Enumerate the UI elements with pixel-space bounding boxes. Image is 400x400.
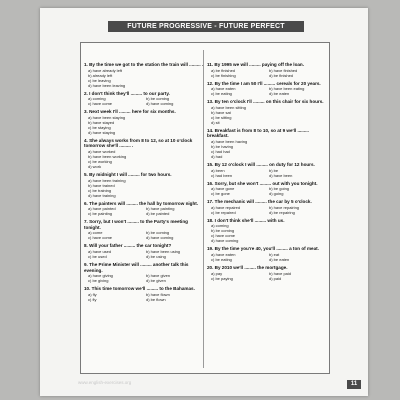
question-stem: 13. By ten o'clock I'll ......... on this chair for six hours. — [207, 99, 324, 105]
answer-options — [207, 186, 327, 196]
answer-option[interactable]: c) be gone — [211, 191, 230, 197]
answer-options — [207, 252, 327, 262]
answer-option[interactable]: b) eat — [269, 251, 280, 257]
answer-option[interactable]: d) be eaten — [269, 256, 290, 262]
question-stem: 10. This time tomorrow we'll ......... to the Bahamas. — [84, 286, 195, 292]
answer-option[interactable]: d) be given — [146, 278, 166, 284]
answer-option[interactable]: b) have painting — [146, 206, 175, 212]
answer-option[interactable]: b) be coming — [146, 96, 170, 102]
answer-option[interactable]: b) have finished — [269, 67, 298, 73]
question-item — [84, 62, 204, 88]
answer-option[interactable]: a) have giving — [88, 273, 113, 279]
question-item — [207, 81, 327, 97]
answer-options — [84, 68, 204, 88]
answer-option[interactable]: b) be coming — [211, 228, 235, 234]
question-stem: 19. By the time you're 40, you'll ......... a ton of meat. — [207, 246, 319, 252]
answer-option[interactable]: c) be eating — [211, 256, 232, 262]
question-stem: 7. Sorry, but I won't ......... to the Party's meeting tonight. — [84, 219, 188, 230]
answer-options — [207, 86, 327, 96]
answer-option[interactable]: c) be leaving — [88, 77, 111, 83]
answer-option[interactable]: a) come — [88, 230, 103, 236]
answer-option[interactable]: c) be paying — [211, 275, 233, 281]
answer-options — [207, 105, 327, 125]
question-item — [84, 286, 204, 302]
question-item — [207, 265, 327, 281]
answer-option[interactable]: a) have eaten — [211, 86, 236, 92]
answer-option[interactable]: b) be coming — [146, 230, 170, 236]
answer-option[interactable]: c) be giving — [88, 278, 109, 284]
answer-option[interactable]: a) have used — [88, 248, 112, 254]
answer-option[interactable]: a) pay — [211, 270, 223, 276]
answer-option[interactable]: d) work — [88, 163, 102, 169]
answer-options — [207, 223, 327, 243]
answer-option[interactable]: d) have been — [269, 172, 293, 178]
answer-options — [207, 68, 327, 78]
answer-option[interactable]: d) sit — [211, 119, 220, 125]
answer-option[interactable]: b) have given — [146, 273, 171, 279]
question-item — [207, 99, 327, 125]
question-stem: 14. Breakfast is from 8 to 10, so at 9 we'll ......... breakfast. — [207, 127, 309, 139]
answer-options — [84, 96, 204, 106]
question-item — [84, 201, 204, 217]
answer-option[interactable]: c) have come — [88, 101, 113, 107]
answer-option[interactable]: b) have been using — [146, 248, 181, 254]
answer-options — [84, 115, 204, 135]
question-stem: 3. Next week I'll ......... here for six months. — [84, 109, 176, 115]
answer-option[interactable]: b) be — [269, 167, 279, 173]
answer-option[interactable]: d) have been leaving — [88, 82, 126, 88]
answer-option[interactable]: d) going — [269, 191, 284, 197]
answer-option[interactable]: d) have staying — [88, 129, 116, 135]
answer-option[interactable]: b) have trained — [88, 182, 115, 188]
answer-option[interactable]: d) have coming — [146, 235, 174, 241]
answer-option[interactable]: c) be painting — [88, 211, 113, 217]
question-item — [207, 62, 327, 78]
question-item — [84, 172, 204, 198]
answer-option[interactable]: b) have stayed — [88, 119, 115, 125]
question-stem: 2. I don't think they'll ......... to our party. — [84, 90, 170, 96]
answer-option[interactable]: b) have sat — [211, 109, 231, 115]
answer-option[interactable]: d) be eaten — [269, 91, 290, 97]
question-item — [84, 109, 204, 135]
answer-options — [84, 292, 204, 302]
answer-option[interactable]: c) be used — [88, 253, 107, 259]
answer-option[interactable]: c) be repaired — [211, 209, 236, 215]
answer-options — [207, 271, 327, 281]
answer-option[interactable]: b) be going — [269, 186, 290, 192]
answer-option[interactable]: d) be repairing — [269, 209, 295, 215]
question-stem: 4. She always works from 8 to 12, so at 10 o'clock tomorrow she'll ......... . — [84, 137, 193, 149]
answer-option[interactable]: c) have come — [88, 235, 113, 241]
answer-option[interactable]: c) be working — [88, 158, 112, 164]
answer-option[interactable]: a) have gone — [211, 186, 235, 192]
question-stem: 6. The painters will ......... the hall by tomorrow night. — [84, 200, 199, 206]
answer-option[interactable]: b) have paid — [269, 270, 292, 276]
question-item — [207, 128, 327, 159]
answer-option[interactable]: c) had had — [211, 148, 230, 154]
answer-option[interactable]: a) have worked — [88, 148, 116, 154]
answer-option[interactable]: a) coming — [88, 96, 106, 102]
answer-option[interactable]: c) be staying — [88, 124, 111, 130]
question-item — [207, 246, 327, 262]
answer-option[interactable]: c) be training — [88, 187, 112, 193]
question-item — [84, 138, 204, 169]
page-number: 11 — [347, 380, 361, 389]
answer-option[interactable]: c) had been — [211, 172, 233, 178]
answer-option[interactable]: b) have flown — [146, 291, 170, 297]
section-header: FUTURE PROGRESSIVE - FUTURE PERFECT — [108, 21, 304, 32]
answer-option[interactable]: a) been — [211, 167, 225, 173]
answer-option[interactable]: d) be flown — [146, 296, 166, 302]
answer-options — [84, 206, 204, 216]
answer-option[interactable]: d) had — [211, 153, 223, 159]
question-stem: 17. The mechanic will ......... the car by 5 o'clock. — [207, 199, 312, 205]
question-item — [207, 181, 327, 197]
answer-option[interactable]: c) fly — [88, 296, 97, 302]
answer-option[interactable]: b) be having — [211, 143, 234, 149]
answer-option[interactable]: a) have been staying — [88, 114, 126, 120]
answer-option[interactable]: d) have coming — [211, 238, 239, 244]
answer-option[interactable]: a) have already left — [88, 67, 123, 73]
answer-option[interactable]: a) have been sitting — [211, 104, 246, 110]
answer-option[interactable]: d) have training — [88, 192, 116, 198]
answer-option[interactable]: c) be sitting — [211, 114, 232, 120]
answer-options — [207, 205, 327, 215]
answer-option[interactable]: a) coming — [211, 223, 229, 229]
answer-option[interactable]: b) have been eating — [269, 86, 305, 92]
answer-option[interactable]: a) be finished — [211, 67, 236, 73]
question-stem: 18. I don't think she'll ......... with us. — [207, 217, 285, 223]
answer-option[interactable]: d) be using — [146, 253, 166, 259]
answer-options — [207, 168, 327, 178]
question-item — [207, 162, 327, 178]
answer-option[interactable]: a) have been having — [211, 138, 248, 144]
question-stem: 15. By 12 o'clock I will ......... on duty for 12 hours. — [207, 161, 315, 167]
answer-option[interactable]: c) be eating — [211, 91, 232, 97]
question-item — [84, 243, 204, 259]
workbook-page — [40, 8, 368, 396]
answer-option[interactable]: a) have eaten — [211, 251, 236, 257]
answer-option[interactable]: c) be finishing — [211, 72, 236, 78]
answer-option[interactable]: b) have repairing — [269, 204, 300, 210]
question-stem: 12. By the time I am 50 I'll ......... cereals for 20 years. — [207, 80, 321, 86]
right-column — [207, 62, 327, 284]
answer-option[interactable]: c) have come — [211, 233, 236, 239]
answer-option[interactable]: a) fly — [88, 291, 97, 297]
footer-watermark: www.english-exercises.org — [78, 380, 132, 385]
answer-option[interactable]: a) have been training — [88, 177, 126, 183]
answer-option[interactable]: d) be painted — [146, 211, 170, 217]
answer-options — [84, 149, 204, 169]
answer-option[interactable]: b) have been working — [88, 153, 127, 159]
question-item — [207, 199, 327, 215]
question-item — [207, 218, 327, 244]
question-stem: 11. By 1995 we will ......... paying off the loan. — [207, 62, 305, 67]
answer-options — [84, 273, 204, 283]
answer-option[interactable]: d) be finished — [269, 72, 294, 78]
answer-option[interactable]: b) already left — [88, 72, 113, 78]
question-stem: 1. By the time we got to the station the train will ......... . — [84, 62, 204, 67]
question-stem: 5. By midnight I will ......... for two hours. — [84, 171, 172, 177]
left-column — [84, 62, 204, 305]
answer-options — [84, 178, 204, 198]
question-item — [84, 219, 204, 240]
question-stem: 20. By 2010 we'll ......... the mortgage. — [207, 264, 288, 270]
question-stem: 16. Sorry, but she won't ......... out with you tonight. — [207, 180, 318, 186]
question-item — [84, 91, 204, 107]
answer-options — [84, 249, 204, 259]
question-stem: 8. Will your father ......... the car tonight? — [84, 243, 172, 249]
answer-option[interactable]: a) have repaired — [211, 204, 241, 210]
question-item — [84, 262, 204, 283]
answer-options — [207, 139, 327, 159]
answer-options — [84, 230, 204, 240]
answer-option[interactable]: d) have coming — [146, 101, 174, 107]
answer-option[interactable]: a) have painted — [88, 206, 116, 212]
question-stem: 9. The Prime Minister will ......... another talk this evening. — [84, 261, 189, 273]
answer-option[interactable]: d) paid — [269, 275, 282, 281]
